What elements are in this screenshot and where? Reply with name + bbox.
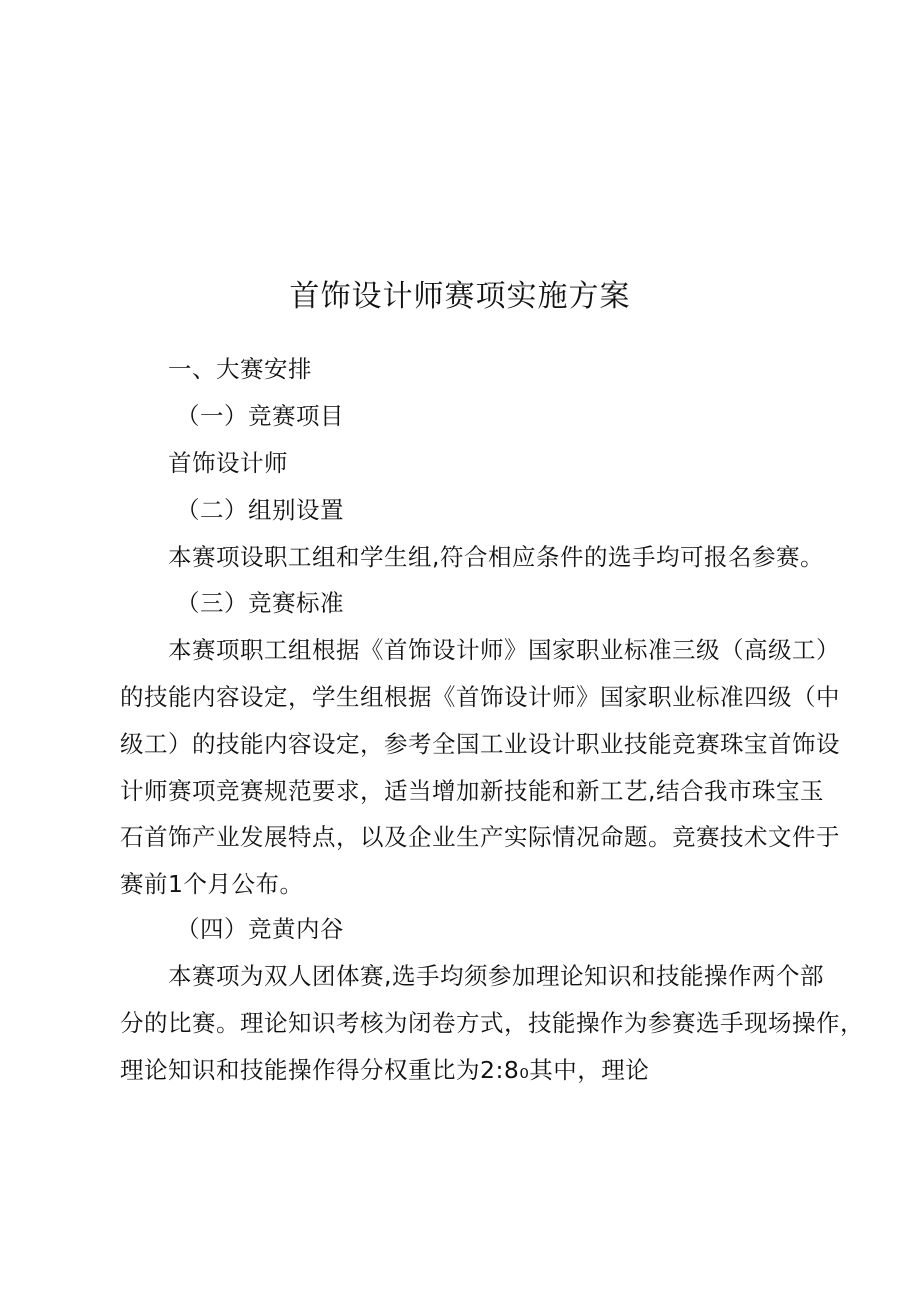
groups-text: 本赛项设职工组和学生组,符合相应条件的选手均可报名参赛。 [168, 543, 824, 571]
document-title: 首饰设计师赛项实施方案 [289, 279, 631, 314]
content-paragraph-line: 理论知识和技能操作得分权重比为2:8₀其中，理论 [120, 1056, 650, 1084]
content-paragraph-line: 分的比赛。理论知识考核为闭卷方式，技能操作为参赛选手现场操作， [120, 1009, 864, 1037]
standards-paragraph-line: 计师赛项竞赛规范要求，适当增加新技能和新工艺,结合我市珠宝玉 [120, 777, 824, 805]
standards-paragraph-line: 赛前1个月公布。 [120, 870, 304, 898]
subsection-heading-groups: （二）组别设置 [176, 496, 344, 524]
subsection-heading-competition-item: （一）竞赛项目 [176, 402, 344, 430]
subsection-heading-content: （四）竞黄内谷 [176, 915, 344, 943]
standards-paragraph-line: 本赛项职工组根据《首饰设计师》国家职业标准三级（高级工） [168, 636, 840, 664]
standards-paragraph-line: 的技能内容设定，学生组根据《首饰设计师》国家职业标准四级（中 [120, 683, 840, 711]
content-paragraph-line: 本赛项为双人团体赛,选手均须参加理论知识和技能操作两个部 [168, 962, 824, 990]
standards-paragraph-line: 级工）的技能内容设定，参考全国工业设计职业技能竞赛珠宝首饰设 [120, 730, 840, 758]
standards-paragraph-line: 石首饰产业发展特点，以及企业生产实际情况命题。竞赛技术文件于 [120, 823, 840, 851]
subsection-heading-standards: （三）竞赛标准 [176, 589, 344, 617]
section-heading: 一、大赛安排 [168, 355, 312, 383]
competition-item-text: 首饰设计师 [168, 449, 288, 477]
